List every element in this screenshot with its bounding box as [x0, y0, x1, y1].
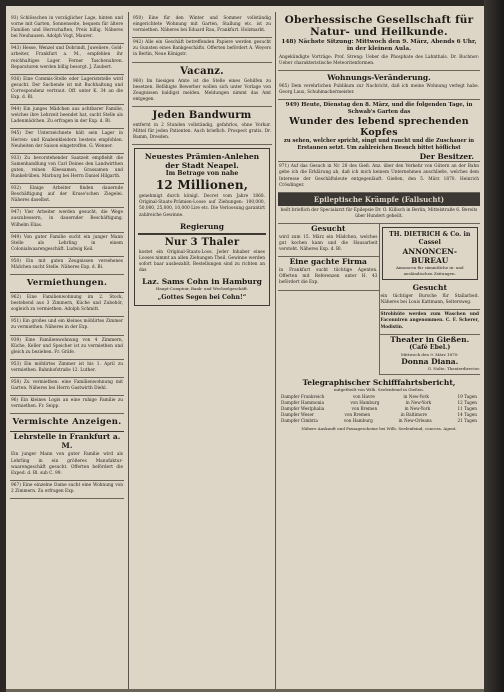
society-meeting: 148) Nächste Sitzung: Mittwoch den 9. März, Abends 6 Uhr, in der kleinen Aula. [281, 39, 477, 52]
ad-notice: 936) Eine Commis-Stelle oder Lageriststelle wird gesucht. Der Suchende ist mit Buchhaltung und Correspondenz vertraut. Off. unter K. 34 an die Exp. d. Bl. [10, 75, 124, 105]
long-notice: 971) Auf das Gesuch in Nr. 28 des Gieß. Anz. über den Verkehr von Gütern an der Bahn gebe ich die Erklärung ab, daß ich mich keinem Unternehmen anschließe, welches dem Interesse der Geschäftsleute entgegenläuft. Gießen, den 5. März 1870. Heinrich Crösdinger. [278, 162, 480, 192]
ad-notice: 947) Vier Arbeiter werden gesucht, die Wege auszubessern, in dauernder Beschäftigung. Wilhelm Elias. [10, 208, 124, 232]
ad-notice: 942) Alle ein Geschäft betreffenden Papiere werden gesucht zu Gunsten eines Bankgeschäfts. Offerten befördert A. Weyers in Berlin, Neue Königstr. [132, 38, 272, 62]
shipping-cell: von Hamburg [350, 400, 380, 406]
kopf-heading: Wunder des lebend sprechenden Kopfes [289, 116, 469, 139]
two-column-row [278, 224, 480, 375]
ad-notice: 93) Schlösschen in vorzüglicher Lage, hinten und vorne mit Garten, Sonnenseite, bequem für ältere Familien und Herrschaften, Preis billig. Näheres bei Neuhausen. Adolph Vogt, Maurer. [10, 14, 124, 44]
ad-notice: 945) Der Unterzeichnete hält sein Lager in Herren- und Knabenkleidern bestens empfohlen. Neuheiten der Saison eingetroffen. G. Wenner. [10, 129, 124, 153]
shipping-cell: von Hamburg [343, 418, 373, 424]
ad-notice: 949) Von guter Familie sucht ein junger Mann Stelle als Lehrling in einem Colonialwaarengeschäft. Ludwig Keil. [10, 233, 124, 257]
gesucht2-heading: Gesucht [412, 283, 447, 293]
shipping-cell: 19 Tagen [457, 394, 477, 400]
shipping-cell: 12 Tagen [457, 400, 477, 406]
shipping-cell: Dampfer Westphalia [281, 406, 325, 412]
kopf-intro: 949) Heute, Dienstag den 8. März, und die folgenden Tage, in Schwab's Garten das [285, 102, 473, 116]
ad-notice: 958) Zu vermiethen: eine Familienwohnung mit Garten. Näheres bei Herrn Gastwirth Diehl. [10, 378, 124, 396]
theater-venue: (Café Ebel.) [409, 343, 451, 351]
theater-signature: G. Nolte, Theaterdirector. [380, 366, 481, 375]
lottery-body: genehmigt durch königl. Decret vom Jahre 1868. Original-Staats-Prämien-Loose auf Ziehungen: 100,000, 50,000, 25,000, 10,000 Lire etc. Die Verloosung garantirt zahlreiche Gewinne. [139, 194, 265, 218]
shipping-cell: 21 Tagen [457, 418, 477, 424]
lottery-motto: „Gottes Segen bei Cohn!“ [157, 293, 247, 301]
society-lectures: Angekündigte Vorträge: Prof. Streng: Ueber die Phosphate des Lahnthals. Dr. Buchner: Ueber charakteristische Meteoritenformen. [278, 53, 480, 71]
society-heading: Oberhessische Gesellschaft für Natur- und Heilkunde. [284, 14, 474, 38]
ad-notice: 932) Einige Arbeiter finden dauernde Beschäftigung auf der Kruse'schen Ziegelei. Näheres daselbst. [10, 184, 124, 208]
shipping-row [281, 418, 477, 424]
gesucht-heading: Gesucht [311, 223, 346, 233]
shipping-table [278, 392, 480, 426]
kopf-signature: Der Besitzer. [278, 152, 480, 162]
lottery-amount: 12 Millionen, [155, 178, 249, 193]
ad-notice: 944) Ein junges Mädchen aus achtbarer Familie, welches ihre Lehrzeit beendet hat, sucht Stelle als Ladenmädchen. Zu erfragen in der Exp. d. Bl. [10, 105, 124, 129]
section-heading-vermiethungen: Vermiethungen. [10, 275, 124, 293]
theater-heading: Theater in Gießen. [390, 334, 470, 344]
column-right [278, 14, 480, 690]
gesucht2-body: ein tüchtiger Bursche für Stallarbeit. Näheres bei Louis Kattmann, Seltersweg. [380, 292, 481, 310]
ad-notice: 967) Eine einzelne Dame sucht eine Wohnung von 2 Zimmern. Zu erfragen Exp. [10, 481, 124, 499]
lottery-advertisement [134, 148, 270, 305]
vacanz-body: 960) Im hiesigen Amte ist die Stelle eines Gehilfen zu besetzen. Befähigte Bewerber wollen sich unter Vorlage von Zeugnissen baldigst melden. Meldungen nimmt das Amt entgegen. [132, 77, 272, 107]
column-left [10, 14, 124, 690]
gesucht-column [278, 224, 380, 375]
epilepsy-heading: Epileptische Krämpfe (Fallsucht) [278, 193, 480, 206]
shipping-cell: in New-York [404, 406, 431, 412]
shipping-cell: in New-York [405, 400, 432, 406]
bank-name: Laz. Sams Cohn in Hamburg [142, 276, 262, 286]
lottery-subtitle: Im Betrage von nahe [165, 170, 239, 178]
wohnung-body: 965) Dem verehrlichen Publikum zur Nachricht, daß ich meine Wohnung verlegt habe. Georg Laux, Schuhmachermeister. [278, 82, 480, 100]
shipping-subtitle: mitgetheilt von Wilh. Seelenfeind in Gießen. [334, 386, 424, 392]
dietrich-body: Annoncen für sämmtliche in- und ausländischen Zeitungen. [395, 264, 464, 276]
shipping-cell: Dampfer Hammonia [281, 400, 325, 406]
epilepsy-body: heilt brieflich der Specialarzt für Epilepsie Dr. O. Killisch in Berlin, Mittelstraße 6. Bereits über Hundert geheilt. [278, 206, 480, 224]
ad-notice: 951) Ein großes und ein kleines möblirtes Zimmer zu vermiethen. Näheres in der Exp. [10, 317, 124, 335]
vacanz-heading: Vacanz. [180, 65, 224, 77]
shipping-cell: Dampfer Frankreich [281, 394, 325, 400]
dietrich-subtitle: ANNONCEN-BUREAU [402, 246, 458, 265]
strohhuete-notice: Strohhüte werden zum Waschen und Faconniren angenommen. C. F. Scherer, Modistin. [380, 310, 481, 334]
firma-body: in Frankfurt sucht tüchtige Agenten. Offerten mit Referenzen unter H. 43 befördert die Exp. [278, 266, 379, 290]
ad-notice: 933) Zu bevorstehender Saatzeit empfiehlt die Samenhandlung von Carl Deines den Landwirthen guten, reinen Kleesamen, Grassamen und Runkelrüben. Marburg bei Herrn Daniel Hilgarth. [10, 154, 124, 184]
shipping-cell: von Bremen [344, 412, 371, 418]
shipping-cell: von Bremen [351, 406, 378, 412]
shipping-cell: 11 Tagen [457, 406, 477, 412]
theater-date: Mittwoch den 9. März 1870: [400, 351, 459, 357]
ad-notice: 962) Eine Familienwohnung im 2. Stock, bestehend aus 3 Zimmern, Küche und Zubehör, sogleich zu vermiethen. Adolph Schmitt. [10, 293, 124, 317]
ad-notice: 939) Eine Familienwohnung von 4 Zimmern, Küche, Keller und Speicher ist zu vermiethen und gleich zu beziehen. Fr. Gräfe. [10, 336, 124, 360]
dietrich-column [380, 224, 481, 375]
ad-notice: 950) Ein mit guten Zeugnissen versehenes Mädchen sucht Stelle. Näheres Exp. d. Bl. [10, 257, 124, 275]
ad-notice: Ein junger Mann von guter Familie wird als Lehrling in ein größeres Manufakturwaarengeschäft gesucht. Offerten befördert die Exped. d. Bl. sub C. 99. [10, 450, 124, 480]
dietrich-advertisement [382, 227, 479, 280]
ad-notice: 943) Hesse, Wenzel und Dobrindt, Juweliere, Goldarbeiter, Frankfurt a. M., empfehlen ihr reichhaltiges Lager. Ferner Taschenuhren. Reparaturen werden billig besorgt. J. Zaubert. [10, 44, 124, 74]
lehrstelle-heading: Lehrstelle in Frankfurt a. M. [13, 432, 121, 451]
page-edge-margin [484, 0, 504, 692]
wohnung-heading: Wohnungs-Veränderung. [327, 73, 431, 83]
shipping-footer: Nähere Auskunft und Passagescheine bei Wilh. Seelenfeind, concess. Agent. [301, 426, 457, 432]
newspaper-page [6, 6, 484, 692]
shipping-cell: Dampfer Weser [281, 412, 314, 418]
gesucht-body: wird zum 15. März ein Mädchen, welches gut kochen kann und die Hausarbeit versteht. Näheres Exp. d. Bl. [278, 233, 379, 257]
ad-notice: 96) Ein kleines Logis an eine ruhige Familie zu vermiethen. Fr. Seipp. [10, 396, 124, 414]
shipping-cell: 14 Tagen [457, 412, 477, 418]
shipping-heading: Telegraphischer Schifffahrtsbericht, [302, 377, 456, 387]
column-rule [275, 12, 276, 690]
shipping-cell: in New-York [403, 394, 429, 400]
shipping-cell: von Havre [352, 394, 375, 400]
firma-heading: Eine gachte Firma [289, 257, 367, 267]
lottery-regierung: Regierung [180, 221, 224, 231]
ad-notice: 953) Ein möblirtes Zimmer ist bis 1. April zu vermiethen. Bahnhofstraße 12. Luther. [10, 360, 124, 378]
column-middle [132, 14, 272, 690]
ad-notice: 950) Eine für den Winter und Sommer vollständig eingerichtete Wohnung mit Garten, Stallung etc. ist zu vermiethen. Näheres bei Eduard Rau, Frankfurt. Holzmarkt. [132, 14, 272, 38]
kopf-body: zu sehen, welcher spricht, singt und raucht und die Zuschauer in Erstaunen setzt. Um zahlreichen Besuch bittet höflichst [283, 138, 475, 152]
shipping-cell: Dampfer Cimbria [281, 418, 318, 424]
section-heading-vermischte: Vermischte Anzeigen. [10, 414, 124, 432]
bandwurm-heading: Jeden Bandwurm [152, 109, 252, 121]
bandwurm-body: entfernt in 2 Stunden vollständig, gefahrlos, ohne Vorkur. Mittel für jeden Patienten. Auch brieflich. Prospect gratis. Dr. Bamm, Dresden. [132, 121, 272, 145]
lottery-title: Neuestes Prämien-Anlehen der Stadt Neapel. [144, 152, 260, 171]
lottery-price: Nur 3 Thaler [164, 236, 240, 248]
lottery-footer: kostet ein Original-Staats-Loos. Jeder Inhaber eines Looses nimmt an allen Ziehungen Theil. Gewinne werden sofort baar ausbezahlt. Bestellungen sind zu richten an das [139, 249, 265, 273]
shipping-cell: in New-Orleans [398, 418, 432, 424]
divider [138, 233, 266, 235]
theater-play: Donna Diana. [401, 357, 459, 367]
column-rule [128, 12, 129, 690]
shipping-cell: in Baltimore [400, 412, 427, 418]
dietrich-title: TH. DIETRICH & Co. in Cassel [389, 230, 471, 246]
bank-subtitle: Haupt-Comptoir, Bank- und Wechselgeschäft. [155, 285, 249, 291]
